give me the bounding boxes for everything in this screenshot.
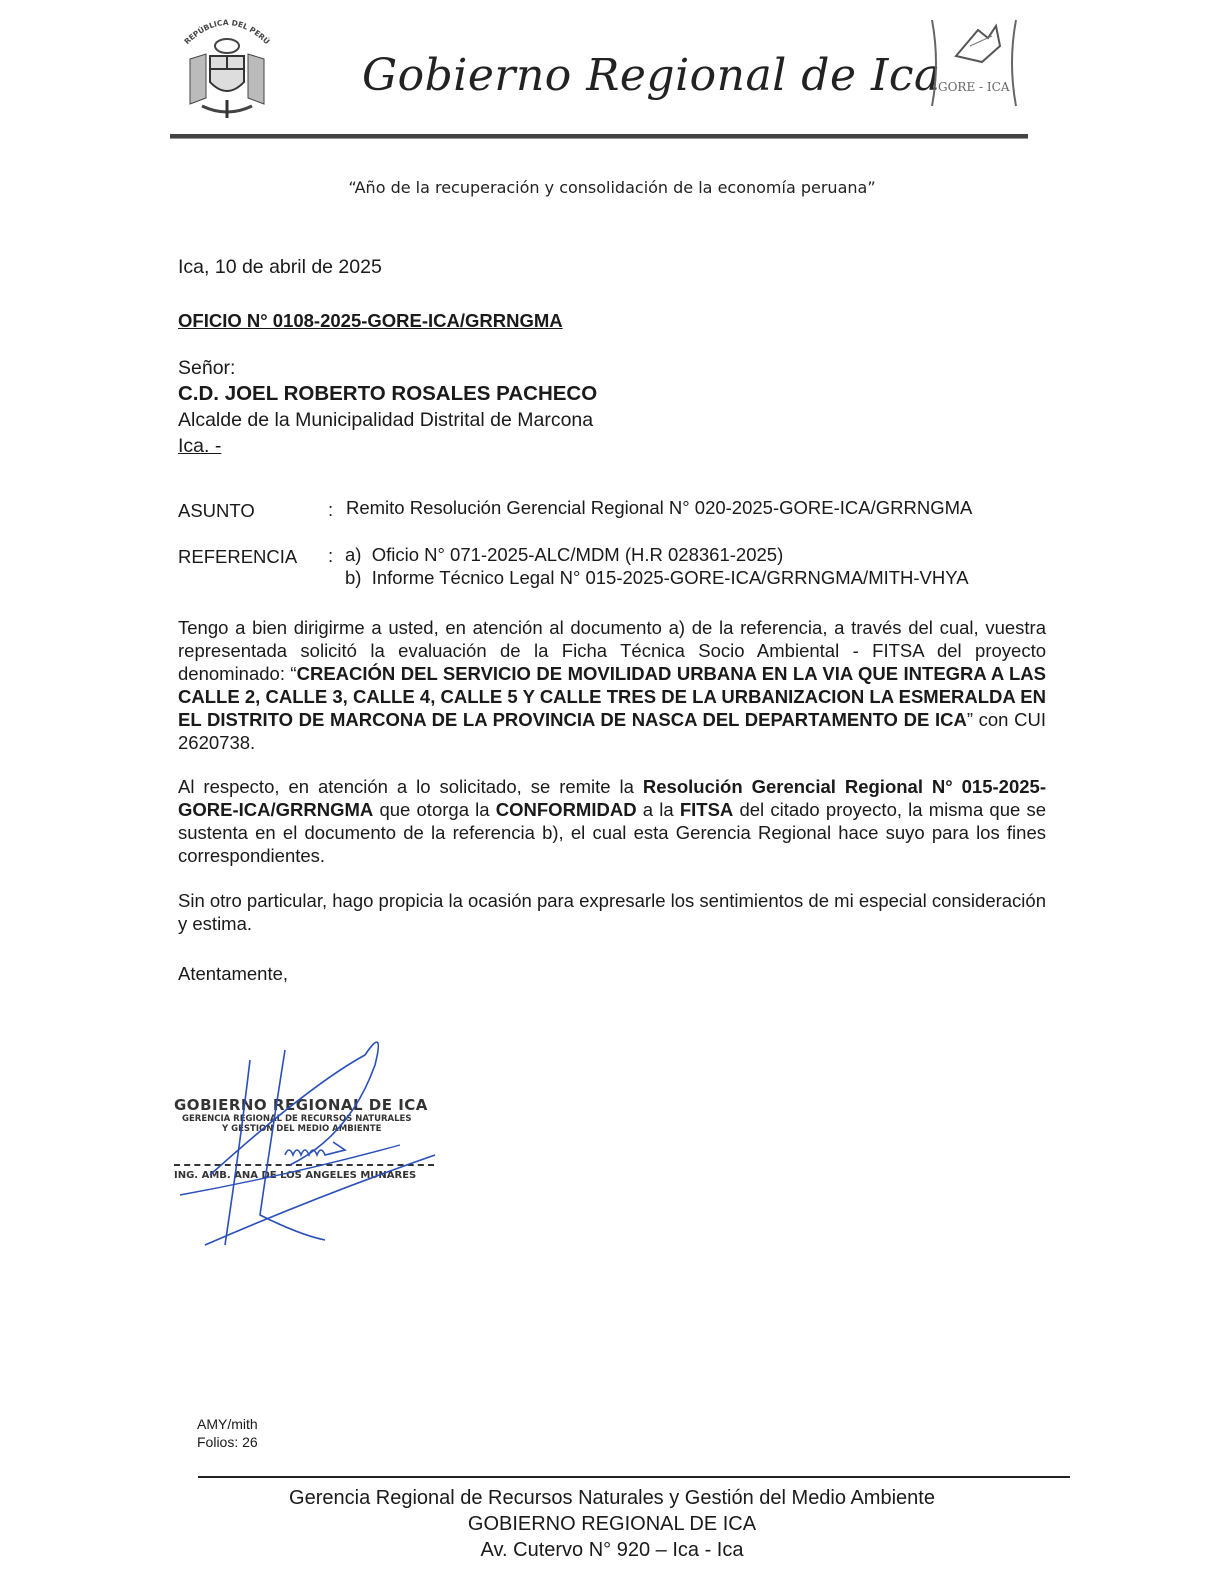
conformidad: CONFORMIDAD [495, 799, 637, 820]
asunto-text: Remito Resolución Gerencial Regional N° 020-2025-GORE-ICA/GRRNGMA [346, 497, 973, 518]
initials: AMY/mith [197, 1416, 258, 1432]
body-paragraph-3 [178, 889, 1046, 935]
coat-of-arms-logo [182, 10, 272, 120]
handwritten-signature [170, 1025, 450, 1255]
p2-text: Al respecto, en atención a lo solicitado, se remite la [178, 776, 643, 797]
ref-text: Informe Técnico Legal N° 015-2025-GORE-ICA/GRRNGMA/MITH-VHYA [371, 567, 969, 588]
closing: Atentamente, [178, 963, 289, 984]
p1-cui: ” con CUI 2620738. [178, 709, 1046, 753]
header-divider [170, 134, 1028, 139]
coat-of-arms-text [182, 18, 271, 46]
referencia-sep: : [328, 545, 334, 566]
p3-text: Sin otro particular, hago propicia la ocasión para expresarle los sentimientos de mi especial consideración y estima. [178, 890, 1046, 934]
asunto-label: ASUNTO [178, 500, 255, 521]
ref-text: Oficio N° 071-2025-ALC/MDM (H.R 028361-2025) [371, 544, 784, 565]
body-paragraph-1 [178, 616, 1046, 754]
salutation: Señor: [178, 357, 236, 379]
fitsa: FITSA [679, 799, 734, 820]
stamp-line-3: Y GESTION DEL MEDIO AMBIENTE [222, 1124, 382, 1134]
recipient-name: C.D. JOEL ROBERTO ROSALES PACHECO [178, 382, 598, 405]
footer-address: Av. Cutervo N° 920 – Ica - Ica [480, 1539, 744, 1561]
ref-marker: a) [345, 544, 362, 565]
resolution-ref: Resolución Gerencial Regional N° 015-2025-GORE-ICA/GRRNGMA [178, 776, 1046, 820]
recipient-block [178, 355, 597, 459]
stamp-line-1: GOBIERNO REGIONAL DE ICA [174, 1096, 428, 1114]
body-paragraph-2 [178, 775, 1046, 867]
oficio-number: OFICIO N° 0108-2025-GORE-ICA/GRRNGMA [178, 310, 563, 331]
letter-date: Ica, 10 de abril de 2025 [178, 256, 382, 278]
coat-of-arms-text-path: REPÚBLICA DEL PERÚ [182, 17, 272, 47]
gore-ica-logo-text: GORE - ICA [938, 80, 1010, 94]
footer-divider [198, 1476, 1070, 1478]
header-title: Gobierno Regional de Ica [362, 50, 941, 101]
recipient-position: Alcalde de la Municipalidad Distrital de Marcona [178, 409, 594, 431]
p2-text: que otorga la [373, 799, 496, 820]
footer-line-2: GOBIERNO REGIONAL DE ICA [467, 1513, 757, 1535]
referencia-label: REFERENCIA [178, 546, 298, 567]
project-name: CREACIÓN DEL SERVICIO DE MOVILIDAD URBANA EN LA VIA QUE INTEGRA A LAS CALLE 2, CALLE 3, CALLE 4, CALLE 5 Y CALLE TRES DE LA URBANIZACION LA ESMERALDA EN EL DISTRITO DE MARCONA DE LA PROVINCIA DE NASCA DEL DEPARTAMENTO DE ICA [178, 663, 1047, 730]
gore-ica-logo [926, 16, 1022, 110]
asunto-sep: : [328, 499, 334, 520]
referencia-item-a [345, 543, 783, 566]
stamp-line-2: GERENCIA REGIONAL DE RECURSOS NATURALES [182, 1114, 412, 1124]
year-motto: “Año de la recuperación y consolidación de la economía peruana” [348, 178, 876, 197]
recipient-city: Ica. - [178, 435, 222, 457]
folios: Folios: 26 [197, 1434, 258, 1450]
ref-marker: b) [345, 567, 362, 588]
footer-line-1: Gerencia Regional de Recursos Naturales y Gestión del Medio Ambiente [289, 1487, 935, 1509]
p1-text: Tengo a bien dirigirme a usted, en atención al documento a) de la referencia, a través del cual, vuestra representada solicitó la evaluación de la Ficha Técnica Socio Ambiental - FITSA del proyecto denominado: “ [178, 617, 1046, 684]
referencia-item-b [345, 566, 969, 589]
p2-text: del citado proyecto, la misma que se sustenta en el documento de la referencia b), el cual esta Gerencia Regional hace suyo para los fines correspondientes. [178, 799, 1047, 866]
p2-text: a la [636, 799, 680, 820]
signer-name: ING. AMB. ANA DE LOS ANGELES MUNARES [174, 1170, 417, 1181]
